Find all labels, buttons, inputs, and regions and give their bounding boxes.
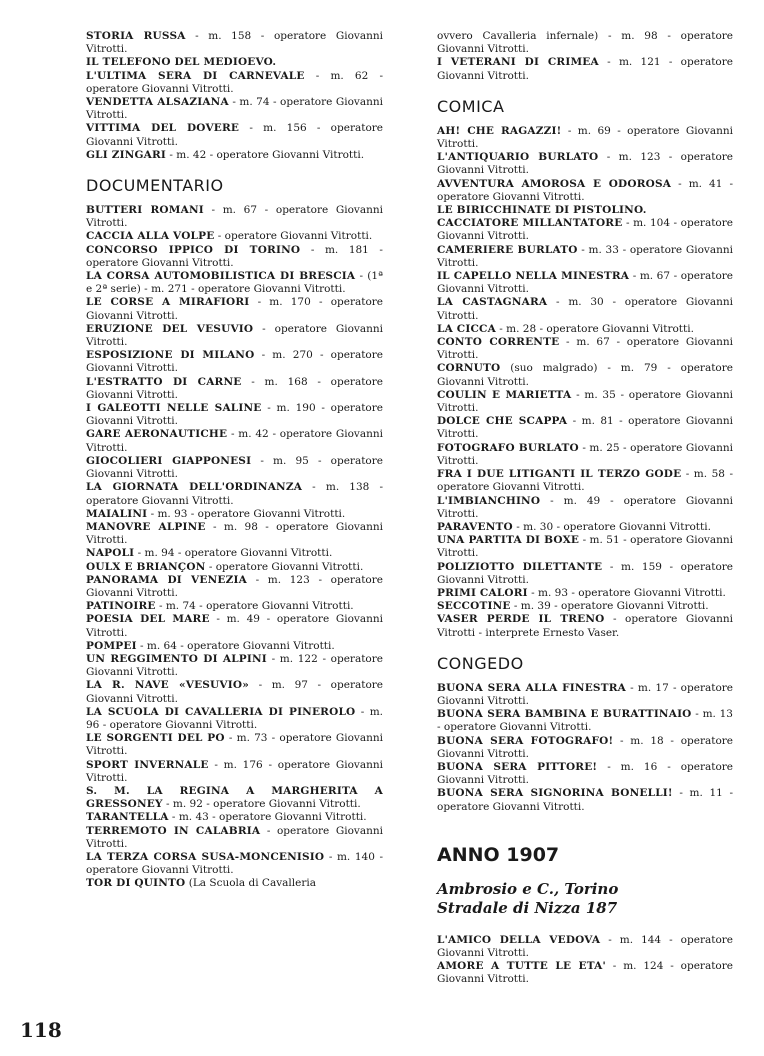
- film-entry: [86, 679, 383, 705]
- film-entry: [86, 296, 383, 322]
- film-entry: [437, 761, 733, 787]
- film-title: CONCORSO IPPICO DI TORINO: [86, 243, 301, 256]
- film-title: AVVENTURA AMOROSA E ODOROSA: [437, 177, 672, 190]
- film-entry: [437, 336, 733, 362]
- film-title: PANORAMA DI VENEZIA: [86, 573, 247, 586]
- film-title: UNA PARTITA DI BOXE: [437, 534, 580, 547]
- film-details: - operatore Giovanni Vitrotti - interprete Ernesto Vaser.: [437, 613, 733, 639]
- film-details: - m. 159 - operatore Giovanni Vitrotti.: [437, 560, 733, 586]
- film-entry: [437, 204, 733, 217]
- film-entry: [437, 362, 733, 388]
- film-details: - m. 97 - operatore Giovanni Vitrotti.: [86, 679, 383, 705]
- film-details: - operatore Giovanni Vitrotti.: [214, 230, 373, 243]
- film-title: BUONA SERA ALLA FINESTRA: [437, 681, 626, 694]
- film-details: - m. 58 - operatore Giovanni Vitrotti.: [437, 468, 733, 494]
- film-entry: [86, 230, 383, 243]
- film-entry: [86, 706, 383, 732]
- film-entry: [437, 217, 733, 243]
- film-details: - m. 43 - operatore Giovanni Vitrotti.: [168, 811, 367, 824]
- film-details: - m. 64 - operatore Giovanni Vitrotti.: [136, 639, 335, 652]
- year-heading: ANNO 1907: [437, 843, 560, 866]
- film-entry: [86, 149, 383, 162]
- film-entry: [437, 151, 733, 177]
- film-details: - operatore Giovanni Vitrotti.: [205, 560, 364, 573]
- film-entry: [86, 547, 383, 560]
- film-entry: [86, 481, 383, 507]
- film-title: PARAVENTO: [437, 520, 513, 533]
- film-title: POESIA DEL MARE: [86, 613, 210, 626]
- film-details: - m. 94 - operatore Giovanni Vitrotti.: [134, 547, 333, 560]
- film-details: - m. 11 - operatore Giovanni Vitrotti.: [437, 787, 733, 813]
- film-details: - m. 176 - operatore Giovanni Vitrotti.: [86, 758, 383, 784]
- film-details: - m. 81 - operatore Giovanni Vitrotti.: [437, 415, 734, 441]
- film-details: - m. 16 - operatore Giovanni Vitrotti.: [437, 760, 734, 787]
- publisher-line-2: Stradale di Nizza 187: [437, 898, 618, 917]
- left-column: [86, 30, 383, 891]
- film-title: LE SORGENTI DEL PO: [86, 732, 225, 745]
- film-entry: [437, 495, 733, 521]
- film-details: - m. 13 - operatore Giovanni Vitrotti.: [437, 708, 733, 734]
- film-entry: [437, 30, 733, 56]
- film-entry: [86, 270, 383, 296]
- film-title: STORIA RUSSA: [86, 30, 186, 42]
- film-title: AMORE A TUTTE LE ETA': [437, 960, 606, 973]
- film-entry: [437, 178, 733, 204]
- film-entry: [437, 415, 733, 441]
- section-heading-documentario: DOCUMENTARIO: [86, 176, 224, 196]
- film-entry: [437, 682, 733, 708]
- film-entry: [86, 96, 383, 122]
- film-title: L'IMBIANCHINO: [437, 494, 541, 507]
- film-details: - m. 62 - operatore Giovanni Vitrotti.: [86, 69, 383, 95]
- film-entry: [86, 455, 383, 481]
- film-title: CACCIATORE MILLANTATORE: [437, 217, 623, 230]
- film-details: - m. 35 - operatore Giovanni Vitrotti.: [437, 388, 733, 415]
- film-entry: [86, 613, 383, 639]
- film-title: GLI ZINGARI: [86, 148, 167, 161]
- film-title: IL TELEFONO DEL MEDIOEVO.: [86, 56, 277, 69]
- film-entry: [86, 376, 383, 402]
- left-top-list: [86, 30, 383, 162]
- film-details: - m. 190 - operatore Giovanni Vitrotti.: [86, 402, 383, 428]
- film-entry: [86, 70, 383, 96]
- film-entry: [86, 561, 383, 574]
- film-details: - m. 41 - operatore Giovanni Vitrotti.: [437, 177, 733, 203]
- film-entry: [437, 244, 733, 270]
- film-entry: [437, 125, 733, 151]
- film-title: VITTIMA DEL DOVERE: [86, 122, 240, 135]
- film-entry: [437, 468, 733, 494]
- film-details: - m. 123 - operatore Giovanni Vitrotti.: [86, 573, 383, 599]
- film-entry: [86, 640, 383, 653]
- film-details: - m. 181 - operatore Giovanni Vitrotti.: [86, 243, 383, 269]
- film-details: - m. 168 - operatore Giovanni Vitrotti.: [86, 375, 383, 401]
- film-details: - m. 30 - operatore Giovanni Vitrotti.: [512, 520, 711, 533]
- film-title: UN REGGIMENTO DI ALPINI: [86, 652, 267, 665]
- film-title: LA R. NAVE «VESUVIO»: [86, 679, 249, 692]
- film-title: I VETERANI DI CRIMEA: [437, 56, 599, 69]
- film-title: BUONA SERA SIGNORINA BONELLI!: [437, 787, 673, 800]
- film-title: LA CICCA: [437, 322, 496, 335]
- film-title: LA TERZA CORSA SUSA-MONCENISIO: [86, 850, 325, 863]
- film-details: - m. 17 - operatore Giovanni Vitrotti.: [437, 681, 733, 707]
- film-entry: [437, 613, 733, 639]
- film-entry: [437, 587, 733, 600]
- film-entry: [86, 732, 383, 758]
- film-title: FOTOGRAFO BURLATO: [437, 441, 579, 454]
- film-title: AH! CHE RAGAZZI!: [437, 124, 562, 137]
- film-entry: [437, 561, 733, 587]
- film-details: - m. 121 - operatore Giovanni Vitrotti.: [437, 56, 733, 82]
- film-title: LE BIRICCHINATE DI PISTOLINO.: [437, 204, 647, 217]
- film-title: POLIZIOTTO DILETTANTE: [437, 560, 603, 573]
- film-details: - m. 67 - operatore Giovanni Vitrotti.: [437, 336, 734, 362]
- film-entry: [86, 349, 383, 375]
- film-title: SECCOTINE: [437, 600, 511, 613]
- film-details: - m. 144 - operatore Giovanni Vitrotti.: [437, 933, 733, 959]
- film-title: PRIMI CALORI: [437, 586, 528, 599]
- film-entry: [437, 389, 733, 415]
- film-details: - m. 96 - operatore Giovanni Vitrotti.: [86, 705, 383, 731]
- film-title: L'AMICO DELLA VEDOVA: [437, 933, 601, 946]
- film-entry: [437, 56, 733, 82]
- film-entry: [86, 574, 383, 600]
- film-entry: [86, 851, 383, 877]
- film-details: - m. 39 - operatore Giovanni Vitrotti.: [510, 600, 709, 613]
- film-entry: [86, 204, 383, 230]
- film-details: - operatore Giovanni Vitrotti.: [86, 322, 384, 349]
- film-details: - m. 170 - operatore Giovanni Vitrotti.: [86, 296, 383, 322]
- film-title: BUTTERI ROMANI: [86, 204, 204, 217]
- film-details: - m. 69 - operatore Giovanni Vitrotti.: [437, 124, 733, 151]
- film-title: TERREMOTO IN CALABRIA: [86, 824, 261, 837]
- film-title: L'ANTIQUARIO BURLATO: [437, 151, 599, 164]
- film-title: L'ULTIMA SERA DI CARNEVALE: [86, 69, 305, 82]
- film-entry: [86, 30, 383, 56]
- film-title: OULX E BRIANÇON: [86, 560, 206, 573]
- film-details: - m. 158 - operatore Giovanni Vitrotti.: [86, 30, 383, 56]
- film-entry: [437, 708, 733, 734]
- film-title: LA SCUOLA DI CAVALLERIA DI PINEROLO: [86, 705, 356, 718]
- film-title: BUONA SERA FOTOGRAFO!: [437, 734, 614, 747]
- section-heading-congedo: CONGEDO: [437, 653, 524, 673]
- film-entry: [437, 960, 733, 986]
- film-details: - m. 18 - operatore Giovanni Vitrotti.: [437, 734, 733, 760]
- film-entry: [86, 323, 383, 349]
- film-title: TARANTELLA: [86, 811, 169, 824]
- film-title: CORNUTO: [437, 362, 501, 375]
- film-entry: [437, 296, 733, 322]
- film-details: - m. 67 - operatore Giovanni Vitrotti.: [86, 204, 383, 230]
- film-title: ESPOSIZIONE DI MILANO: [86, 349, 255, 362]
- film-title: S. M. LA REGINA A MARGHERITA A GRESSONEY: [86, 784, 383, 811]
- film-title: LE CORSE A MIRAFIORI: [86, 296, 250, 309]
- film-details: - m. 30 - operatore Giovanni Vitrotti.: [437, 296, 733, 322]
- film-details: - m. 49 - operatore Giovanni Vitrotti.: [437, 494, 733, 520]
- film-title: L'ESTRATTO DI CARNE: [86, 375, 242, 388]
- film-details: - m. 73 - operatore Giovanni Vitrotti.: [86, 732, 384, 758]
- publisher-line-1: Ambrosio e C., Torino: [437, 879, 619, 898]
- film-details: - m. 124 - operatore Giovanni Vitrotti.: [437, 960, 733, 986]
- film-title: LA GIORNATA DELL'ORDINANZA: [86, 481, 303, 494]
- film-title: COULIN E MARIETTA: [437, 388, 572, 401]
- film-details: - (1ª e 2ª serie) - m. 271 - operatore Giovanni Vitrotti.: [86, 270, 383, 296]
- film-title: FRA I DUE LITIGANTI IL TERZO GODE: [437, 468, 682, 481]
- film-entry: [86, 825, 383, 851]
- film-entry: [437, 323, 733, 336]
- film-entry: [437, 534, 733, 560]
- film-entry: [437, 600, 733, 613]
- film-details: - m. 104 - operatore Giovanni Vitrotti.: [437, 217, 733, 243]
- film-title: CAMERIERE BURLATO: [437, 243, 578, 256]
- film-details: ovvero Cavalleria infernale) - m. 98 - operatore Giovanni Vitrotti.: [437, 30, 733, 56]
- film-title: BUONA SERA BAMBINA E BURATTINAIO: [437, 708, 692, 721]
- film-title: LA CORSA AUTOMOBILISTICA DI BRESCIA: [86, 270, 356, 283]
- film-entry: [86, 56, 383, 69]
- film-title: GARE AERONAUTICHE: [86, 428, 228, 441]
- film-details: - operatore Giovanni Vitrotti.: [86, 824, 384, 850]
- section-heading-comica: COMICA: [437, 96, 505, 116]
- congedo-list: [437, 682, 733, 814]
- film-title: NAPOLI: [86, 547, 135, 560]
- film-entry: [437, 442, 733, 468]
- film-entry: [437, 934, 733, 960]
- film-entry: [437, 787, 733, 813]
- film-entry: [86, 428, 383, 454]
- film-title: VENDETTA ALSAZIANA: [86, 96, 229, 109]
- film-title: BUONA SERA PITTORE!: [437, 760, 598, 773]
- film-entry: [86, 508, 383, 521]
- film-title: DOLCE CHE SCAPPA: [437, 415, 568, 428]
- film-details: - m. 67 - operatore Giovanni Vitrotti.: [437, 270, 733, 296]
- right-column: [437, 30, 733, 987]
- film-entry: [437, 735, 733, 761]
- film-title: LA CASTAGNARA: [437, 296, 548, 309]
- film-details: - m. 95 - operatore Giovanni Vitrotti.: [86, 454, 383, 481]
- film-details: - m. 93 - operatore Giovanni Vitrotti.: [527, 586, 726, 599]
- film-entry: [86, 600, 383, 613]
- comica-list: [437, 125, 733, 640]
- film-title: IL CAPELLO NELLA MINESTRA: [437, 270, 630, 283]
- film-details: - m. 140 - operatore Giovanni Vitrotti.: [86, 850, 383, 877]
- film-title: SPORT INVERNALE: [86, 758, 209, 771]
- year-1907-list: [437, 934, 733, 987]
- documentario-list: [86, 204, 383, 891]
- film-details: - m. 74 - operatore Giovanni Vitrotti.: [86, 96, 383, 122]
- film-entry: [86, 521, 383, 547]
- film-title: ERUZIONE DEL VESUVIO: [86, 322, 254, 335]
- film-title: CONTO CORRENTE: [437, 336, 560, 349]
- film-entry: [86, 122, 383, 148]
- film-title: POMPEI: [86, 639, 137, 652]
- page-number: 118: [20, 1018, 62, 1042]
- right-top-list: [437, 30, 733, 83]
- film-title: MANOVRE ALPINE: [86, 520, 206, 533]
- film-entry: [86, 653, 383, 679]
- film-entry: [86, 402, 383, 428]
- film-details: - m. 42 - operatore Giovanni Vitrotti.: [86, 428, 383, 454]
- film-title: PATINOIRE: [86, 600, 156, 613]
- film-details: - m. 25 - operatore Giovanni Vitrotti.: [437, 441, 734, 467]
- film-details: - m. 123 - operatore Giovanni Vitrotti.: [437, 151, 733, 177]
- film-details: - m. 93 - operatore Giovanni Vitrotti.: [147, 507, 346, 520]
- film-title: I GALEOTTI NELLE SALINE: [86, 402, 262, 415]
- film-entry: [437, 521, 733, 534]
- film-details: (La Scuola di Cavalleria: [185, 877, 316, 890]
- film-entry: [86, 811, 383, 824]
- film-entry: [86, 877, 383, 890]
- film-details: - m. 138 - operatore Giovanni Vitrotti.: [86, 481, 383, 507]
- film-details: - m. 42 - operatore Giovanni Vitrotti.: [166, 148, 365, 161]
- film-title: VASER PERDE IL TRENO: [437, 613, 605, 626]
- film-details: - m. 156 - operatore Giovanni Vitrotti.: [86, 122, 383, 148]
- film-details: - m. 51 - operatore Giovanni Vitrotti.: [437, 534, 733, 560]
- film-details: - m. 49 - operatore Giovanni Vitrotti.: [86, 613, 383, 639]
- film-entry: [86, 759, 383, 785]
- film-details: - m. 74 - operatore Giovanni Vitrotti.: [155, 600, 354, 613]
- film-title: TOR DI QUINTO: [86, 877, 186, 890]
- film-details: (suo malgrado) - m. 79 - operatore Giovanni Vitrotti.: [437, 362, 733, 388]
- film-details: - m. 270 - operatore Giovanni Vitrotti.: [86, 349, 383, 375]
- film-title: CACCIA ALLA VOLPE: [86, 230, 215, 243]
- film-entry: [86, 785, 383, 811]
- film-entry: [437, 270, 733, 296]
- film-details: - m. 33 - operatore Giovanni Vitrotti.: [437, 243, 733, 269]
- film-details: - m. 122 - operatore Giovanni Vitrotti.: [86, 652, 383, 679]
- film-details: - m. 28 - operatore Giovanni Vitrotti.: [495, 322, 694, 335]
- film-title: GIOCOLIERI GIAPPONESI: [86, 454, 252, 467]
- publisher-info: [437, 880, 733, 918]
- film-entry: [86, 244, 383, 270]
- film-details: - m. 98 - operatore Giovanni Vitrotti.: [86, 520, 383, 547]
- film-details: - m. 92 - operatore Giovanni Vitrotti.: [162, 798, 361, 811]
- film-title: MAIALINI: [86, 507, 148, 520]
